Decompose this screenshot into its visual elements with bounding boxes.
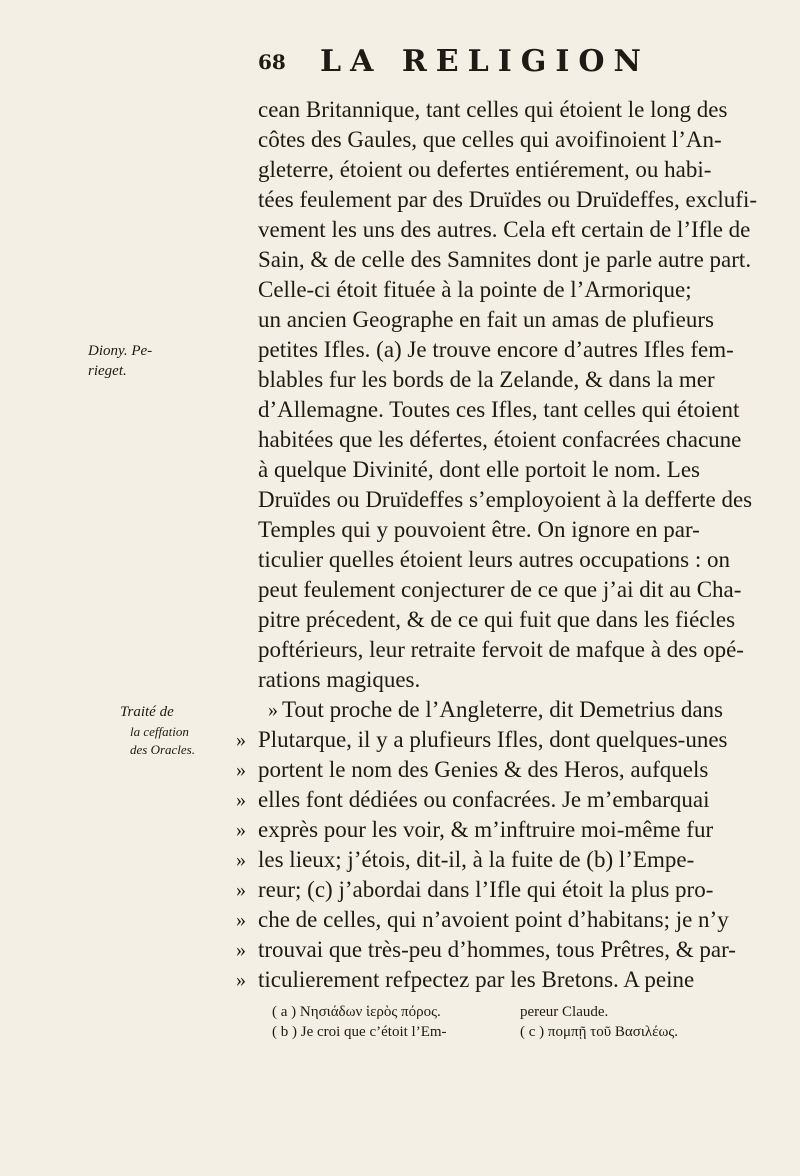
text-line: Temples qui y pouvoient être. On ignore en par- xyxy=(258,517,700,542)
margin-note-line: la ceffation xyxy=(130,724,189,739)
text-line: trouvai que très-peu d’hommes, tous Prêtres, & par- xyxy=(258,937,736,962)
running-title: LA RELIGION xyxy=(320,44,650,79)
text-line: poftérieurs, leur retraite fervoit de mafque à des opé- xyxy=(258,637,744,662)
text-line: vement les uns des autres. Cela eft certain de l’Ifle de xyxy=(258,217,751,242)
quote-mark: » xyxy=(236,819,246,841)
margin-note-line: des Oracles. xyxy=(130,742,195,757)
margin-note-line: Traité de xyxy=(120,704,174,720)
text-line: peut feulement conjecturer de ce que j’ai dit au Cha- xyxy=(258,577,742,602)
footnote-b: ( b ) Je croi que c’étoit l’Em- xyxy=(272,1024,447,1040)
text-line: ticulierement refpectez par les Bretons. A peine xyxy=(258,967,695,992)
margin-note-line: rieget. xyxy=(88,363,127,379)
margin-note-line: Diony. Pe- xyxy=(88,343,153,359)
text-line: les lieux; j’étois, dit-il, à la fuite de (b) l’Empe- xyxy=(258,847,695,872)
quote-mark: » xyxy=(236,759,246,781)
quote-mark: » xyxy=(236,879,246,901)
quote-mark: » xyxy=(236,909,246,931)
page-header xyxy=(258,44,728,84)
footnote-a: ( a ) Νησιάδων ἱερὸς πόρος. xyxy=(272,1004,441,1020)
text-line: pitre précedent, & de ce qui fuit que dans les fiécles xyxy=(258,607,736,632)
text-line: che de celles, qui n’avoient point d’habitans; je n’y xyxy=(258,907,729,932)
text-line: côtes des Gaules, que celles qui avoifinoient l’An- xyxy=(258,127,722,152)
text-line: Sain, & de celle des Samnites dont je parle autre part. xyxy=(258,247,752,272)
footnote-c: ( c ) πομπῇ τοῦ Βασιλέως. xyxy=(520,1024,679,1040)
text-line: à quelque Divinité, dont elle portoit le nom. Les xyxy=(258,457,701,482)
quote-mark: » xyxy=(236,969,246,991)
quote-mark: » xyxy=(236,729,246,751)
text-line: habitées que les défertes, étoient confacrées chacune xyxy=(258,427,742,452)
text-line: elles font dédiées ou confacrées. Je m’embarquai xyxy=(258,787,710,812)
text-line: blables fur les bords de la Zelande, & dans la mer xyxy=(258,367,715,392)
text-line: Druïdes ou Druïdeffes s’employoient à la defferte des xyxy=(258,487,753,512)
quote-mark: » xyxy=(236,849,246,871)
text-line: un ancien Geographe en fait un amas de plufieurs xyxy=(258,307,714,332)
text-line: exprès pour les voir, & m’inftruire moi-même fur xyxy=(258,817,714,842)
quote-mark: » xyxy=(236,789,246,811)
text-line: tées feulement par des Druïdes ou Druïdeffes, exclufi- xyxy=(258,187,758,212)
text-line: Tout proche de l’Angleterre, dit Demetrius dans xyxy=(282,697,723,722)
text-line: reur; (c) j’abordai dans l’Ifle qui étoit la plus pro- xyxy=(258,877,714,902)
quote-mark: » xyxy=(236,939,246,961)
text-line: petites Ifles. (a) Je trouve encore d’autres Ifles fem- xyxy=(258,337,734,362)
text-line: d’Allemagne. Toutes ces Ifles, tant celles qui étoient xyxy=(258,397,740,422)
text-line: portent le nom des Genies & des Heros, aufquels xyxy=(258,757,709,782)
page-number: 68 xyxy=(258,50,286,74)
text-line: ticulier quelles étoient leurs autres occupations : on xyxy=(258,547,730,572)
text-line: Celle-ci étoit fituée à la pointe de l’Armorique; xyxy=(258,277,692,302)
quote-mark: » xyxy=(268,699,278,721)
text-line: rations magiques. xyxy=(258,667,421,692)
footnote-b-continued: pereur Claude. xyxy=(520,1004,609,1020)
text-line: gleterre, étoient ou defertes entiérement, ou habi- xyxy=(258,157,712,182)
text-line: cean Britannique, tant celles qui étoient le long des xyxy=(258,97,728,122)
text-line: Plutarque, il y a plufieurs Ifles, dont quelques-unes xyxy=(258,727,728,752)
